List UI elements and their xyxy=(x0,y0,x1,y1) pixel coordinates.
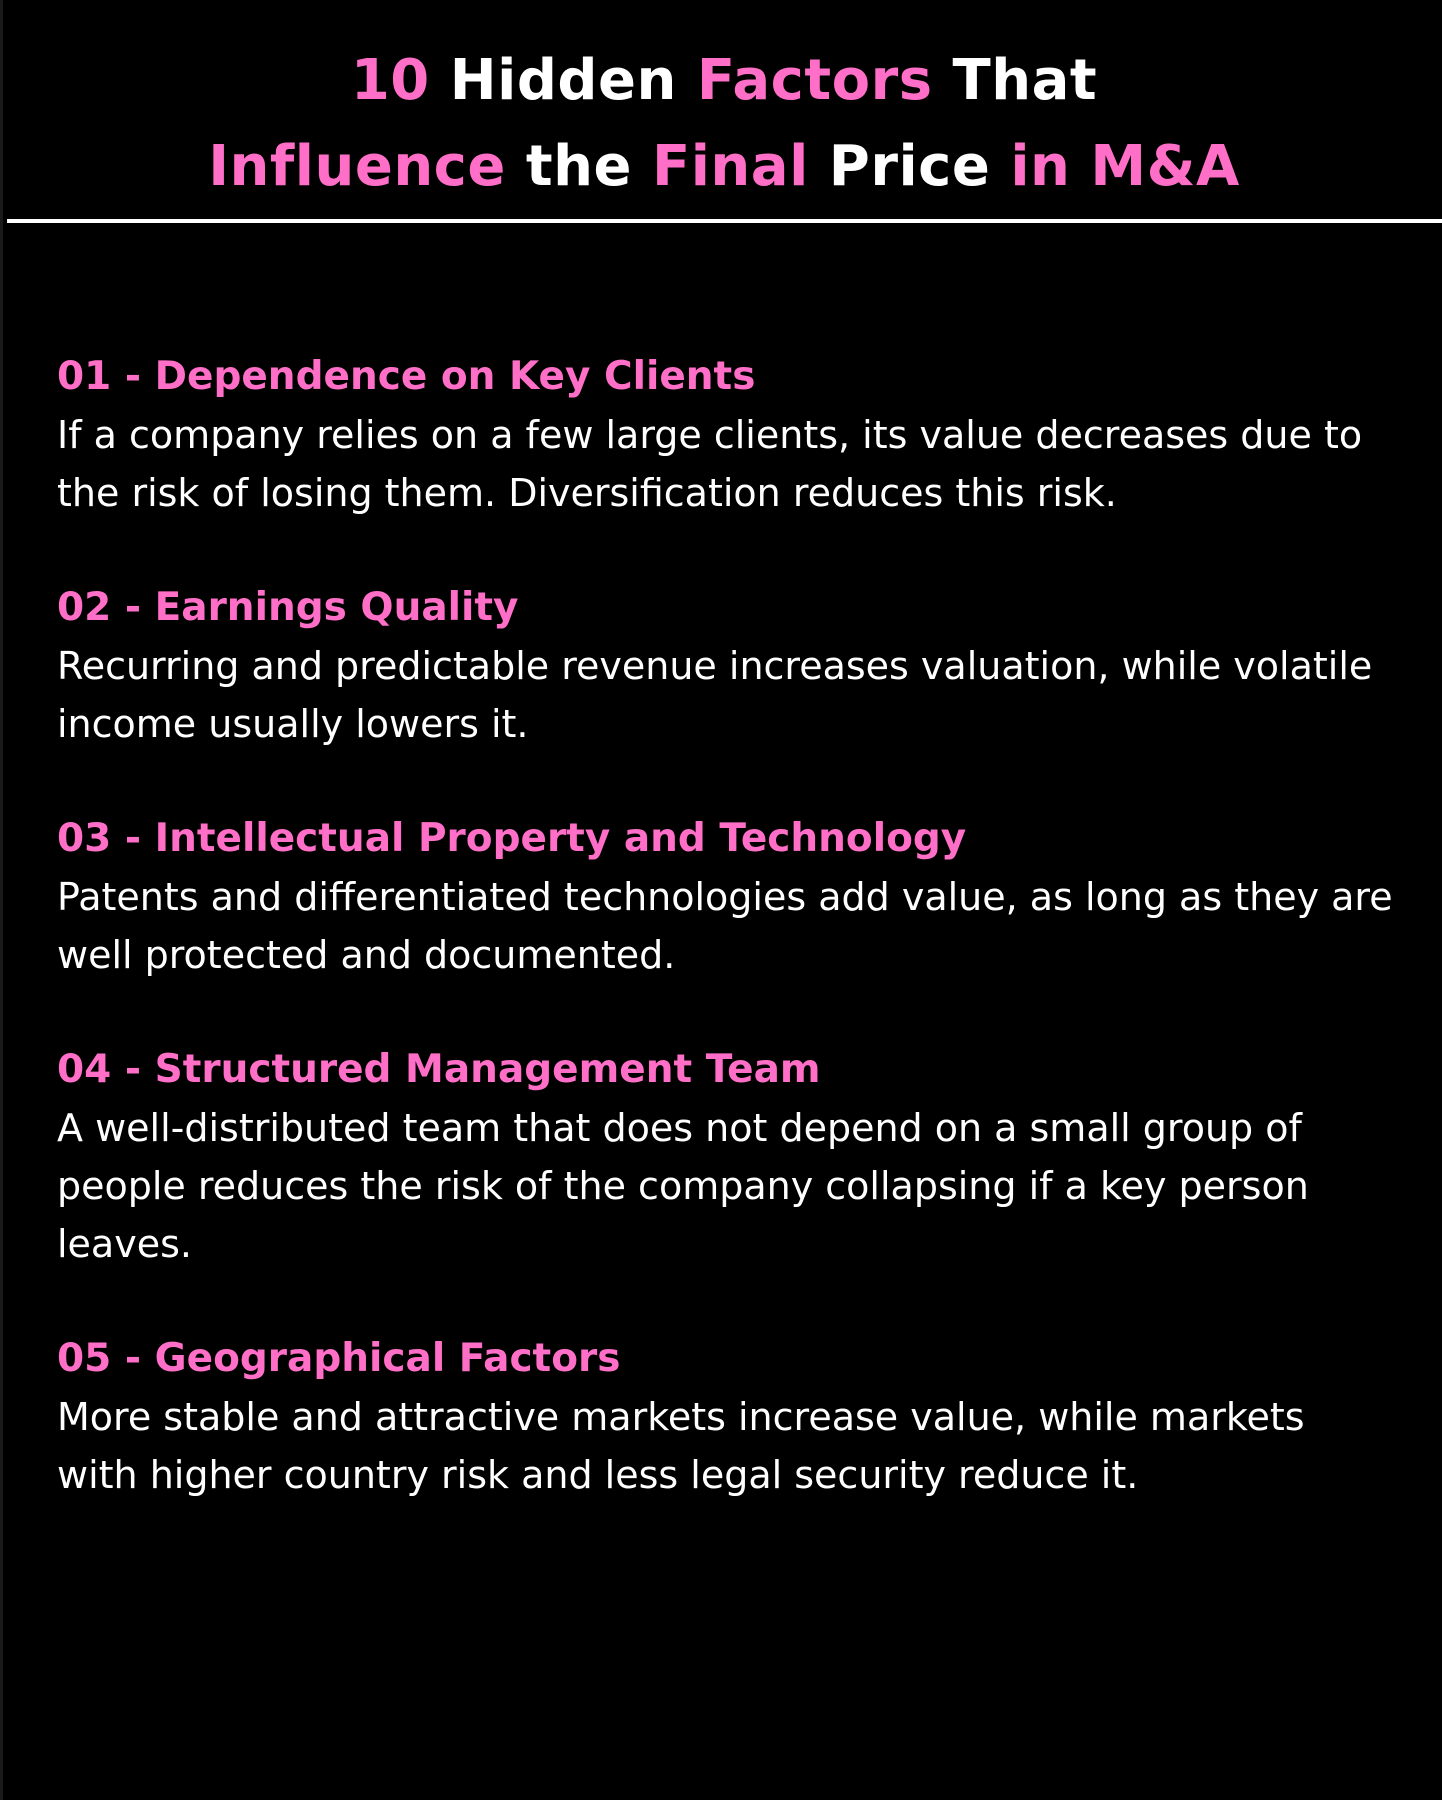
factor-item xyxy=(57,579,1397,753)
title-word-influence: Influence xyxy=(208,134,506,199)
title-word-the: the xyxy=(525,134,632,199)
factor-description: More stable and attractive markets increase value, while markets with higher country risk and less legal security reduce it. xyxy=(57,1395,1305,1497)
factor-description: If a company relies on a few large clients, its value decreases due to the risk of losing them. Diversification reduces this risk. xyxy=(57,413,1363,515)
header-divider xyxy=(7,219,1442,223)
factors-list xyxy=(57,348,1397,1561)
factor-title: 02 - Earnings Quality xyxy=(57,585,519,630)
title-line-1 xyxy=(3,38,1442,124)
title-word-hidden: Hidden xyxy=(449,48,677,113)
title-number: 10 xyxy=(350,48,430,113)
factor-title: 01 - Dependence on Key Clients xyxy=(57,354,756,399)
factor-title: 05 - Geographical Factors xyxy=(57,1336,621,1381)
factor-item xyxy=(57,1041,1397,1273)
title-word-in-ma: in M&A xyxy=(1010,134,1240,199)
factor-title: 04 - Structured Management Team xyxy=(57,1047,821,1092)
factor-description: A well-distributed team that does not depend on a small group of people reduces the risk of the company collapsing if a key person leaves. xyxy=(57,1106,1309,1266)
title-word-that: That xyxy=(952,48,1098,113)
factor-title: 03 - Intellectual Property and Technology xyxy=(57,816,967,861)
title-word-price: Price xyxy=(828,134,991,199)
factor-item xyxy=(57,810,1397,984)
page-title xyxy=(3,38,1442,210)
title-word-factors: Factors xyxy=(696,48,933,113)
factor-item xyxy=(57,1330,1397,1504)
factor-item xyxy=(57,348,1397,522)
title-line-2 xyxy=(3,124,1442,210)
factor-description: Recurring and predictable revenue increases valuation, while volatile income usually lowers it. xyxy=(57,644,1373,746)
factor-description: Patents and differentiated technologies add value, as long as they are well protected and documented. xyxy=(57,875,1393,977)
title-word-final: Final xyxy=(651,134,809,199)
